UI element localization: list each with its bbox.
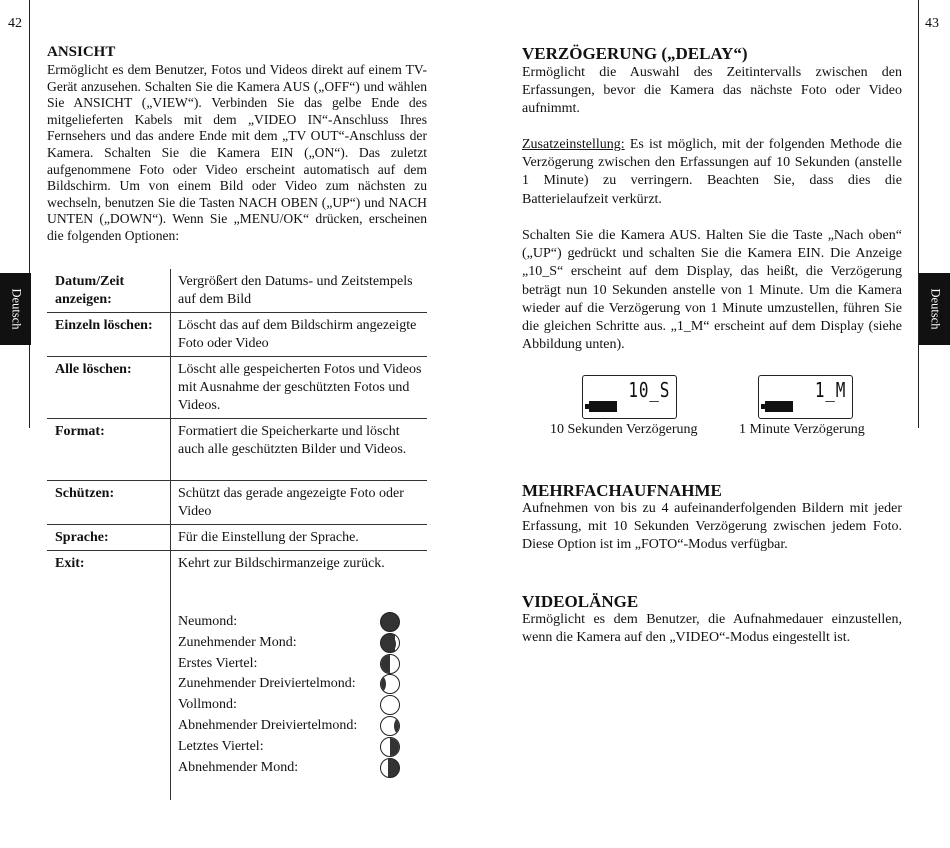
moon-phase-icons bbox=[380, 612, 401, 778]
first-quarter-icon bbox=[380, 654, 400, 674]
page-number-left: 42 bbox=[8, 16, 22, 31]
section-title-delay: VERZÖGERUNG („DELAY“) bbox=[522, 44, 748, 63]
table-row bbox=[47, 551, 427, 576]
option-desc: Schützt das gerade angezeigte Foto oder Video bbox=[178, 486, 404, 519]
waning-gibbous-icon bbox=[380, 716, 400, 736]
caption-1m: 1 Minute Verzögerung bbox=[739, 422, 865, 437]
waxing-gibbous-icon bbox=[380, 674, 400, 694]
moon-phase-label: Abnehmender Dreiviertelmond: bbox=[178, 717, 358, 733]
option-term: Alle löschen: bbox=[55, 362, 132, 377]
lcd-display-1m bbox=[758, 375, 853, 419]
videolaenge-description: Ermöglicht es dem Benutzer, die Aufnahmedauer einzustellen, wenn die Kamera auf den „VIDEO“-Modus eingestellt ist. bbox=[522, 612, 902, 646]
lcd-readout: 1_M bbox=[814, 378, 846, 402]
page-edge-line-left bbox=[29, 0, 30, 428]
option-term: Format: bbox=[55, 424, 105, 439]
caption-10s: 10 Sekunden Verzögerung bbox=[550, 422, 698, 437]
language-tab-left bbox=[0, 273, 31, 345]
language-tab-right bbox=[919, 273, 950, 345]
full-moon-icon bbox=[380, 695, 400, 715]
moon-phase-label: Abnehmender Mond: bbox=[178, 759, 299, 775]
table-row bbox=[47, 357, 427, 419]
new-moon-icon bbox=[380, 612, 400, 632]
section-title-ansicht: ANSICHT bbox=[47, 44, 116, 60]
delay-method: Schalten Sie die Kamera AUS. Halten Sie die Taste „Nach oben“ („UP“) gedrückt und schalten Sie die Kamera EIN. Die Anzeige „10_S“ erscheint auf dem Display, das heißt, die Verzögerung beträgt nun 10 Sekunden anstelle von 1 Minute. Um die Kamera wieder auf die Verzögerung von 1 Minute umzustellen, führen Sie die gleichen Schritte aus. „1_M“ erscheint auf dem Display (siehe Abbildung unten). bbox=[522, 228, 902, 353]
option-desc: Löscht das auf dem Bildschirm angezeigte Foto oder Video bbox=[178, 318, 417, 351]
option-desc: Vergrößert den Datums- und Zeitstempels auf dem Bild bbox=[178, 274, 413, 307]
section-title-videolaenge: VIDEOLÄNGE bbox=[522, 592, 639, 611]
delay-extra-setting bbox=[522, 136, 902, 209]
option-term: Exit: bbox=[55, 556, 85, 571]
lcd-display-10s bbox=[582, 375, 677, 419]
table-row bbox=[47, 481, 427, 525]
moon-phase-label: Letztes Viertel: bbox=[178, 738, 264, 754]
option-term: Sprache: bbox=[55, 530, 109, 545]
page-edge-line-right bbox=[918, 0, 919, 428]
option-term: Schützen: bbox=[55, 486, 115, 501]
moon-phase-label: Erstes Viertel: bbox=[178, 655, 258, 671]
waning-crescent-icon bbox=[380, 758, 400, 778]
option-term: Datum/Zeit anzeigen: bbox=[55, 274, 125, 307]
moon-phase-label: Vollmond: bbox=[178, 697, 237, 713]
option-desc: Formatiert die Speicherkarte und löscht auch alle geschützten Bilder und Videos. bbox=[178, 424, 407, 457]
section-title-mehrfach: MEHRFACHAUFNAHME bbox=[522, 481, 722, 500]
extra-setting-label: Zusatzeinstellung: bbox=[522, 137, 625, 152]
last-quarter-icon bbox=[380, 737, 400, 757]
moon-phase-label: Zunehmender Dreiviertelmond: bbox=[178, 676, 356, 692]
battery-icon bbox=[765, 401, 793, 412]
moon-phase-label: Zunehmender Mond: bbox=[178, 634, 297, 650]
table-row bbox=[47, 419, 427, 481]
moon-phase-label: Neumond: bbox=[178, 614, 238, 629]
mehrfach-description: Aufnehmen von bis zu 4 aufeinanderfolgenden Bildern mit jeder Erfassung, mit 10 Sekunden Verzögerung zwischen jedem Foto. Diese Option ist im „FOTO“-Modus verfügbar. bbox=[522, 501, 902, 553]
language-tab-label: Deutsch bbox=[928, 288, 942, 330]
option-desc: Löscht alle gespeicherten Fotos und Videos mit Ausnahme der geschützten Fotos und Videos. bbox=[178, 362, 422, 413]
table-row bbox=[47, 313, 427, 357]
extra-setting-text: Es ist möglich, mit der folgenden Methode die Verzögerung zwischen den Erfassungen auf 10 Sekunden (anstelle 1 Minute) zu verringern. Beachten Sie, dass dies die Batterielaufzeit verkürzt. bbox=[522, 137, 902, 207]
battery-icon bbox=[589, 401, 617, 412]
moon-phase-list bbox=[178, 612, 357, 778]
ansicht-intro: Ermöglicht es dem Benutzer, Fotos und Videos direkt auf einem TV-Gerät anzusehen. Schalten Sie die Kamera AUS („OFF“) und wählen Sie ANSICHT („VIEW“). Verbinden Sie das gelbe Ende des mitgelieferten Kabels mit dem „VIDEO IN“-Anschluss Ihres Fernsehers und das andere Ende mit dem „TV OUT“-Anschluss der Kamera. Schalten Sie die Kamera EIN („ON“). Das zuletzt aufgenommene Foto oder Video erscheint automatisch auf dem Bildschirm. Um von einem Bild oder Video zum nächsten zu wechseln, benutzen Sie die Tasten NACH OBEN („UP“) und NACH UNTEN („DOWN“). Wenn Sie „MENU/OK“ drücken, erscheinen die folgenden Optionen: bbox=[47, 62, 427, 243]
language-tab-label: Deutsch bbox=[9, 288, 23, 330]
options-table bbox=[47, 269, 427, 576]
option-term: Einzeln löschen: bbox=[55, 318, 153, 333]
option-desc: Kehrt zur Bildschirmanzeige zurück. bbox=[178, 556, 385, 571]
table-row bbox=[47, 525, 427, 551]
option-desc: Für die Einstellung der Sprache. bbox=[178, 530, 359, 545]
lcd-readout: 10_S bbox=[628, 378, 670, 402]
waxing-crescent-icon bbox=[380, 633, 400, 653]
delay-description: Ermöglicht die Auswahl des Zeitintervalls zwischen den Erfassungen, bevor die Kamera das nächste Foto oder Video aufnimmt. bbox=[522, 65, 902, 117]
table-row bbox=[47, 269, 427, 313]
page-number-right: 43 bbox=[925, 16, 939, 31]
